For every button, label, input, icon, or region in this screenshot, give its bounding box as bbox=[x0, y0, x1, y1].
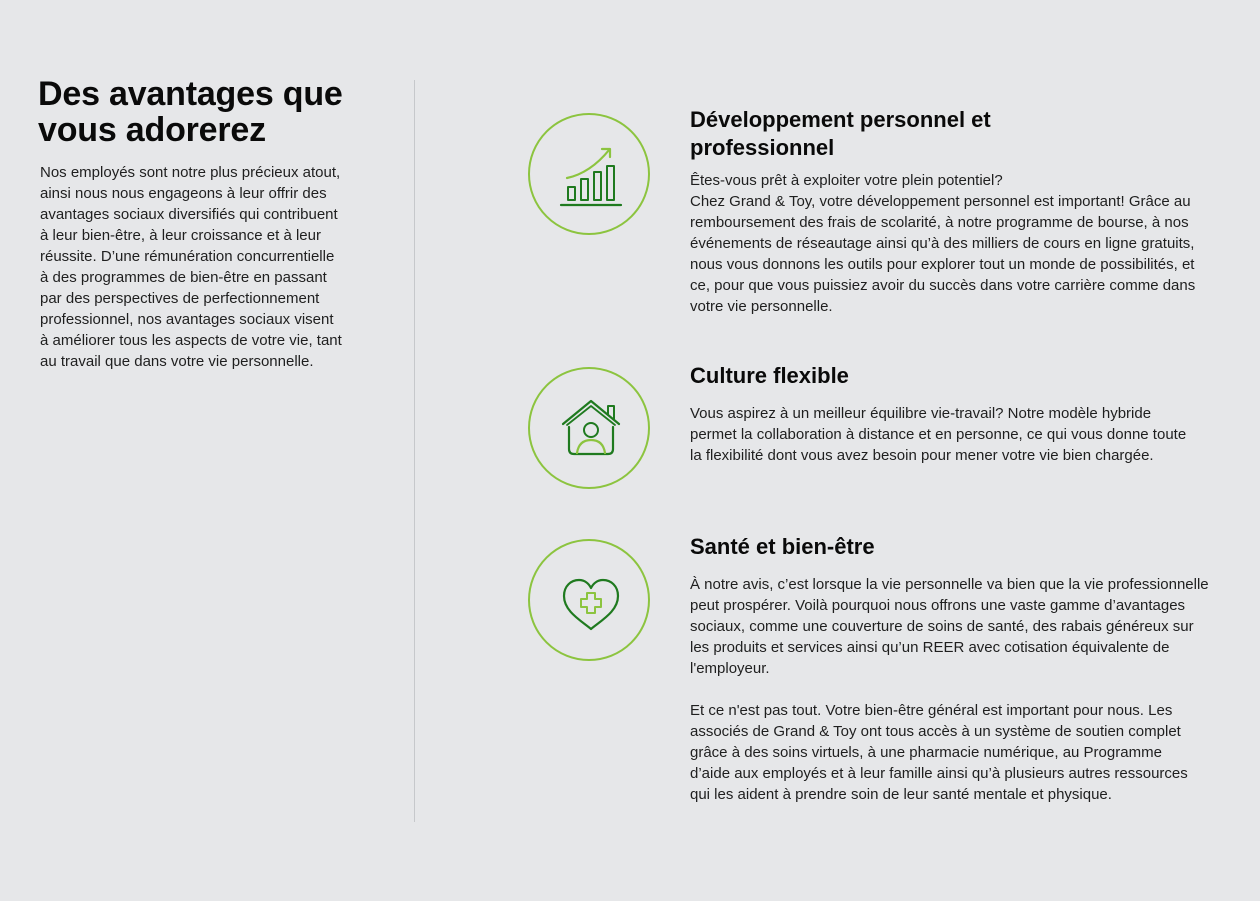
heart-health-icon bbox=[528, 539, 650, 661]
benefit-flexible bbox=[690, 362, 1210, 466]
intro-text: Nos employés sont notre plus précieux atout, ainsi nous nous engageons à leur offrir des avantages sociaux diversifiés qui contribuent à leur bien-être, à leur croissance et à leur réussite. D’une rémunération concurrentielle à des programmes de bien-être en passant par des perspectives de perfectionnement professionnel, nos avantages sociaux visent à améliorer tous les aspects de votre vie, tant au travail que dans votre vie personnelle. bbox=[40, 164, 342, 370]
benefit-title: Développement personnel et professionnel bbox=[690, 107, 991, 160]
benefit-health bbox=[690, 533, 1210, 805]
benefit-text: Êtes-vous prêt à exploiter votre plein potentiel? bbox=[690, 172, 1003, 189]
benefit-text: Et ce n'est pas tout. Votre bien-être général est important pour nous. Les associés de Grand & Toy ont tous accès à un système de soutien complet grâce à des soins virtuels, à une pharmacie numérique, au Programme d’aide aux employés et à leur famille ainsi qu’à plusieurs autres ressources qui les aident à prendre soin de leur santé mentale et physique. bbox=[690, 702, 1188, 803]
benefit-development bbox=[690, 106, 1210, 317]
benefit-text: À notre avis, c’est lorsque la vie personnelle va bien que la vie professionnelle peut prospérer. Voilà pourquoi nous offrons une vaste gamme d’avantages sociaux, comme une couverture de soins de santé, des rabais généreux sur les produits et services ainsi qu’un REER avec cotisation équivalente de l'employeur. bbox=[690, 576, 1209, 677]
page-title: Des avantages que vous adorerez bbox=[38, 75, 343, 149]
benefit-title: Santé et bien-être bbox=[690, 534, 875, 559]
intro-section bbox=[38, 76, 368, 372]
benefit-title: Culture flexible bbox=[690, 363, 849, 388]
benefit-text: Chez Grand & Toy, votre développement personnel est important! Grâce au remboursement des frais de scolarité, à notre programme de bourse, à nos événements de réseautage ainsi qu’à des milliers de cours en ligne gratuits, nous vous donnons les outils pour explorer tout un monde de possibilités, et ce, pour que vous puissiez avoir du succès dans votre carrière comme dans votre vie personnelle. bbox=[690, 193, 1196, 315]
growth-chart-icon bbox=[528, 113, 650, 235]
home-person-icon bbox=[528, 367, 650, 489]
benefit-text: Vous aspirez à un meilleur équilibre vie-travail? Notre modèle hybride permet la collaboration à distance et en personne, ce qui vous donne toute la flexibilité dont vous avez besoin pour mener votre vie bien chargée. bbox=[690, 405, 1187, 464]
vertical-divider bbox=[414, 80, 415, 822]
